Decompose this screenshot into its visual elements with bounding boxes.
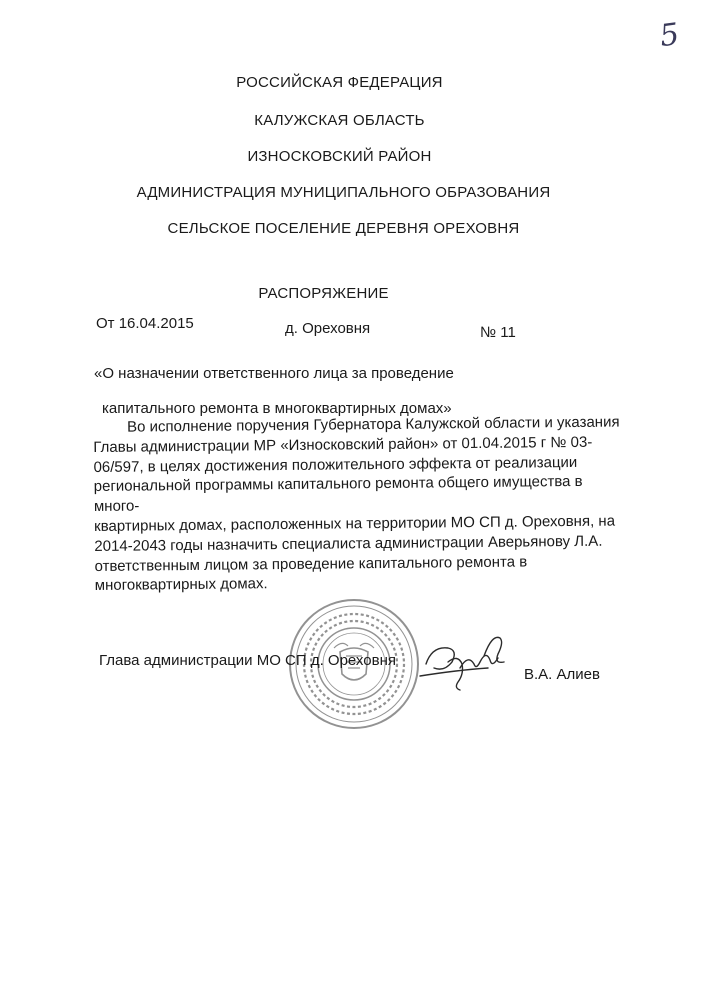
header-settlement: СЕЛЬСКОЕ ПОСЕЛЕНИЕ ДЕРЕВНЯ ОРЕХОВНЯ bbox=[167, 220, 520, 237]
header-administration: АДМИНИСТРАЦИЯ МУНИЦИПАЛЬНОГО ОБРАЗОВАНИЯ bbox=[136, 184, 551, 201]
document-type: РАСПОРЯЖЕНИЕ bbox=[258, 285, 389, 302]
body-line: ответственным лицом за проведение капитального ремонта в bbox=[94, 553, 528, 575]
document-number: № 11 bbox=[480, 324, 516, 341]
body-line: Во исполнение поручения Губернатора Калужской области и указания bbox=[127, 413, 620, 436]
header-region: КАЛУЖСКАЯ ОБЛАСТЬ bbox=[254, 112, 425, 129]
body-line: Главы администрации МР «Износковский район» от 01.04.2015 г № 03- bbox=[93, 433, 593, 456]
signatory-title: Глава администрации МО СП д. Ореховня bbox=[99, 652, 396, 669]
body-line: многоквартирных домах. bbox=[94, 575, 268, 595]
body-line: квартирных домах, расположенных на территории МО СП д. Ореховня, на bbox=[94, 512, 616, 535]
body-line: региональной программы капитального ремонта общего имущества в много- bbox=[93, 473, 583, 516]
document-place: д. Ореховня bbox=[285, 320, 371, 337]
header-country: РОССИЙСКАЯ ФЕДЕРАЦИЯ bbox=[236, 74, 443, 91]
signatory-name: В.А. Алиев bbox=[524, 666, 600, 683]
body-line: 06/597, в целях достижения положительного эффекта от реализации bbox=[93, 453, 578, 476]
header-district: ИЗНОСКОВСКИЙ РАЙОН bbox=[247, 148, 432, 165]
document-date: От 16.04.2015 bbox=[96, 315, 194, 332]
signature-block bbox=[0, 652, 707, 732]
page-number: 5 bbox=[657, 16, 682, 55]
subject-line-2: капитального ремонта в многоквартирных домах» bbox=[102, 400, 452, 417]
subject-line-1: «О назначении ответственного лица за проведение bbox=[94, 365, 454, 382]
body-line: 2014-2043 годы назначить специалиста администрации Аверьянову Л.А. bbox=[94, 532, 603, 555]
document-body bbox=[93, 412, 625, 596]
